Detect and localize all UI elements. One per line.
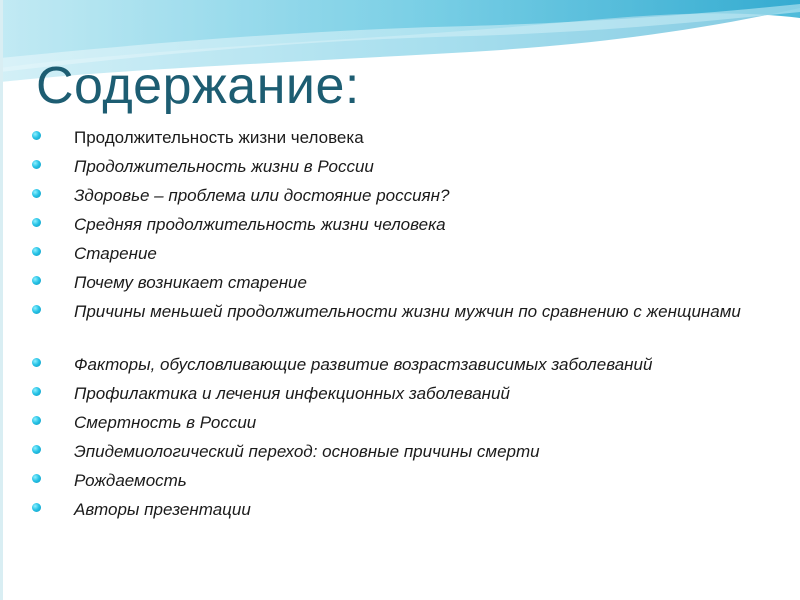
bullet-icon (32, 503, 41, 512)
contents-item-text: Продолжительность жизни в России (74, 157, 374, 176)
slide-title: Содержание: (36, 57, 360, 115)
contents-item-text: Факторы, обусловливающие развитие возрастзависимых заболеваний (74, 355, 653, 374)
contents-item-text: Почему возникает старение (74, 273, 307, 292)
bullet-icon (32, 416, 41, 425)
contents-item-text: Старение (74, 244, 157, 263)
contents-item-text: Рождаемость (74, 471, 187, 490)
contents-item-text: Средняя продолжительность жизни человека (74, 215, 446, 234)
contents-item-text: Здоровье – проблема или достояние россиян? (74, 186, 450, 205)
contents-item-text: Продолжительность жизни человека (74, 128, 364, 147)
bullet-icon (32, 305, 41, 314)
bullet-icon (32, 474, 41, 483)
contents-item-text: Смертность в России (74, 413, 257, 432)
bullet-icon (32, 218, 41, 227)
bullet-icon (32, 276, 41, 285)
bullet-icon (32, 387, 41, 396)
bullet-icon (32, 131, 41, 140)
contents-item-text: Причины меньшей продолжительности жизни мужчин по сравнению с женщинами (74, 302, 741, 321)
bullet-icon (32, 445, 41, 454)
contents-item-text: Профилактика и лечения инфекционных заболеваний (74, 384, 510, 403)
contents-item-text: Эпидемиологический переход: основные причины смерти (74, 442, 540, 461)
slide-left-edge (0, 0, 3, 600)
bullet-icon (32, 160, 41, 169)
bullet-icon (32, 247, 41, 256)
bullet-icon (32, 358, 41, 367)
bullet-icon (32, 189, 41, 198)
contents-item-text: Авторы презентации (74, 500, 251, 519)
